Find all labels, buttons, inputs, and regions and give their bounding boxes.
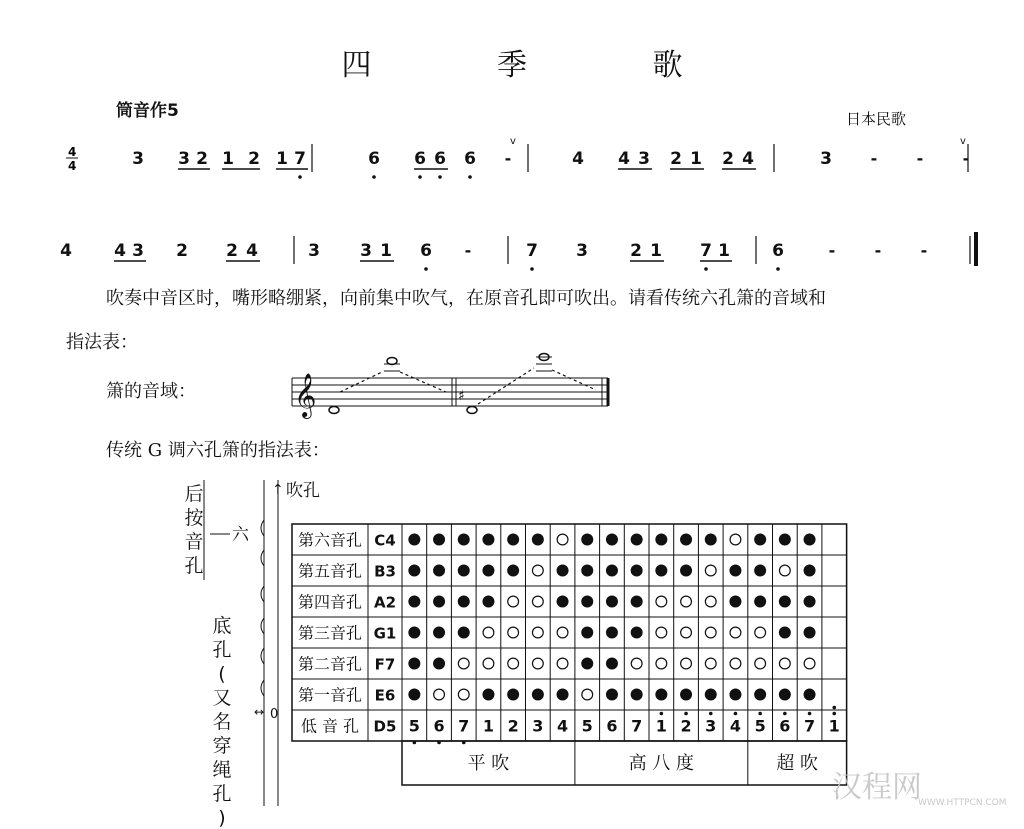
bottom-hole-label: ) — [218, 807, 226, 829]
chart-note: 3 — [705, 716, 717, 736]
chart-note: 1 — [655, 716, 667, 736]
hole-closed — [434, 596, 445, 607]
hole-open — [656, 596, 667, 607]
octave-dot — [298, 175, 302, 179]
hole-closed — [582, 658, 593, 669]
chart-octave-dot — [660, 712, 664, 716]
note: 3 — [820, 149, 832, 169]
note: 2 — [196, 149, 208, 169]
hole-closed — [532, 689, 543, 700]
hole-open — [681, 658, 692, 669]
chart-note: 6 — [433, 716, 445, 736]
chart-octave-dot — [783, 712, 787, 716]
note: 4 — [742, 149, 754, 169]
hole-closed — [607, 596, 618, 607]
hole-closed — [681, 534, 692, 545]
hole-closed — [458, 534, 469, 545]
time-signature-top: 4 — [68, 145, 77, 159]
note: 1 — [690, 149, 702, 169]
hole-closed — [656, 534, 667, 545]
hole-closed — [434, 534, 445, 545]
hole-closed — [631, 627, 642, 638]
hole-open — [508, 658, 519, 669]
hold-dash: - — [962, 149, 970, 168]
chart-octave-dot — [832, 706, 836, 710]
note: 2 — [670, 149, 682, 169]
hole-open — [755, 658, 766, 669]
hole-closed — [804, 565, 815, 576]
hole-closed — [779, 596, 790, 607]
hole-closed — [755, 596, 766, 607]
hole-closed — [607, 627, 618, 638]
note: 6 — [434, 149, 446, 169]
chart-note: 5 — [754, 716, 766, 736]
chart-note: 7 — [458, 716, 470, 736]
low-hole-label: 低 音 孔 — [300, 716, 360, 736]
hole-closed — [705, 534, 716, 545]
hole-closed — [508, 689, 519, 700]
hole-open — [532, 627, 543, 638]
time-signature-bottom: 4 — [68, 159, 77, 173]
note: 3 — [360, 241, 372, 261]
hole-closed — [681, 565, 692, 576]
note: 4 — [60, 241, 72, 261]
hold-dash: - — [464, 241, 472, 260]
range-label: 箫的音域： — [106, 381, 196, 402]
chart-note: 3 — [532, 716, 544, 736]
note: 3 — [576, 241, 588, 261]
chart-note: 2 — [680, 716, 692, 736]
svg-text:♯: ♯ — [458, 388, 465, 404]
fingering-chart-label: 传统 G 调六孔箫的指法表： — [106, 440, 330, 461]
hole-open — [730, 627, 741, 638]
note: 3 — [132, 149, 144, 169]
hole-closed — [409, 596, 420, 607]
chart-octave-dot — [709, 712, 713, 716]
chart-octave-dot — [734, 712, 738, 716]
hole-closed — [483, 565, 494, 576]
hole-open — [508, 627, 519, 638]
bottom-hole-number: 0 — [270, 707, 279, 722]
origin-note: 日本民歌 — [846, 110, 907, 128]
hole-open — [631, 658, 642, 669]
note: 3 — [132, 241, 144, 261]
bottom-hole-label: 底 — [212, 615, 232, 637]
intro-paragraph-line-2: 指法表： — [66, 332, 138, 353]
note: 4 — [114, 241, 126, 261]
hole-closed — [730, 596, 741, 607]
hole-closed — [483, 534, 494, 545]
note: 1 — [718, 241, 730, 261]
chart-note: 4 — [729, 716, 742, 736]
note: 2 — [248, 149, 260, 169]
hole-closed — [755, 565, 766, 576]
breath-mark: v — [510, 136, 516, 147]
hole-closed — [804, 596, 815, 607]
octave-dot — [418, 175, 422, 179]
bottom-hole-label: 孔 — [212, 783, 232, 805]
note: 7 — [294, 149, 306, 169]
hole-open — [779, 565, 790, 576]
hole-closed — [409, 627, 420, 638]
note: 4 — [572, 149, 584, 169]
note: 2 — [176, 241, 188, 261]
hole-open — [532, 658, 543, 669]
hole-closed — [656, 565, 667, 576]
bottom-hole-label: 名 — [212, 711, 232, 733]
hole-closed — [607, 565, 618, 576]
octave-dot — [704, 267, 708, 271]
hole-open — [508, 596, 519, 607]
hole-open — [681, 596, 692, 607]
hole-open — [458, 689, 469, 700]
note: 1 — [222, 149, 234, 169]
note: 4 — [246, 241, 258, 261]
hole-closed — [681, 689, 692, 700]
hole-closed — [508, 534, 519, 545]
octave-dot — [424, 267, 428, 271]
hole-closed — [755, 534, 766, 545]
hole-closed — [458, 565, 469, 576]
back-hole-label: 孔 — [184, 555, 204, 577]
bottom-hole-label: 又 — [212, 687, 232, 709]
hole-open — [705, 658, 716, 669]
chart-octave-dot — [832, 712, 836, 716]
blow-hole-arrow: ↑ — [272, 482, 284, 498]
hole-open — [779, 658, 790, 669]
note: 6 — [772, 241, 784, 261]
notation-row-1 — [62, 126, 980, 186]
hole-closed — [409, 689, 420, 700]
chart-note: 7 — [803, 716, 816, 736]
octave-dot — [372, 175, 376, 179]
hold-dash: - — [504, 149, 512, 168]
hole-closed — [483, 596, 494, 607]
hole-code: C4 — [374, 531, 396, 550]
bottom-hole-label: 穿 — [212, 735, 232, 757]
watermark: 汉程网 — [832, 770, 922, 805]
hole-open — [804, 658, 815, 669]
back-hole-label: 音 — [184, 531, 204, 553]
hole-open — [483, 658, 494, 669]
hole-closed — [483, 689, 494, 700]
hole-closed — [755, 689, 766, 700]
low-hole-code: D5 — [373, 717, 397, 736]
hole-closed — [434, 627, 445, 638]
chart-note: 5 — [408, 716, 420, 736]
hole-closed — [557, 689, 568, 700]
hole-open — [557, 627, 568, 638]
bottom-hole-label: 孔 — [212, 639, 232, 661]
hole-closed — [508, 565, 519, 576]
hole-open — [705, 627, 716, 638]
hole-closed — [557, 565, 568, 576]
note: 4 — [618, 149, 630, 169]
note: 3 — [638, 149, 650, 169]
hole-closed — [582, 565, 593, 576]
chart-note: 7 — [631, 716, 643, 736]
hole-closed — [607, 658, 618, 669]
back-hole-label: 按 — [184, 507, 204, 529]
hole-closed — [656, 689, 667, 700]
hole-closed — [582, 534, 593, 545]
song-title: 四 季 歌 — [341, 48, 741, 83]
hole-closed — [434, 565, 445, 576]
hole-open — [705, 596, 716, 607]
hole-closed — [631, 565, 642, 576]
hole-closed — [409, 658, 420, 669]
hold-dash: - — [920, 241, 928, 260]
blow-hole-label: 吹孔 — [286, 481, 320, 501]
octave-dot — [530, 267, 534, 271]
hole-open — [656, 658, 667, 669]
hole-closed — [458, 627, 469, 638]
bottom-hole-label: 绳 — [212, 759, 232, 781]
register-label: 高 八 度 — [628, 753, 695, 774]
hole-label: 第三音孔 — [297, 623, 363, 643]
note: 3 — [178, 149, 190, 169]
back-hole-number: 六 — [232, 525, 249, 545]
hole-open — [483, 627, 494, 638]
hole-closed — [779, 689, 790, 700]
intro-paragraph-line-1: 吹奏中音区时，嘴形略绷紧，向前集中吹气，在原音孔即可吹出。请看传统六孔箫的音域和 — [106, 288, 826, 309]
range-staff — [288, 352, 618, 422]
note: 2 — [226, 241, 238, 261]
chart-octave-dot — [684, 712, 688, 716]
chart-note: 6 — [779, 716, 791, 736]
chart-note: 1 — [828, 716, 840, 736]
final-barline-thick — [974, 232, 978, 266]
register-label: 平 吹 — [467, 753, 510, 774]
note: 1 — [380, 241, 392, 261]
note: 6 — [414, 149, 426, 169]
note: 2 — [722, 149, 734, 169]
hole-closed — [730, 565, 741, 576]
hole-label: 第六音孔 — [297, 530, 363, 550]
hole-label: 第四音孔 — [297, 592, 363, 612]
hole-closed — [607, 689, 618, 700]
hole-closed — [557, 596, 568, 607]
hole-closed — [582, 627, 593, 638]
hole-label: 第一音孔 — [297, 685, 363, 705]
hole-open — [705, 565, 716, 576]
register-label: 超 吹 — [776, 753, 819, 774]
bottom-hole-label: ( — [218, 663, 226, 685]
hole-closed — [631, 689, 642, 700]
octave-dot — [776, 267, 780, 271]
hole-open — [434, 689, 445, 700]
hole-open — [532, 565, 543, 576]
hole-closed — [582, 596, 593, 607]
hole-closed — [779, 534, 790, 545]
hole-open — [458, 658, 469, 669]
hole-closed — [705, 689, 716, 700]
hole-open — [730, 534, 741, 545]
svg-text:𝄞: 𝄞 — [294, 373, 317, 417]
chart-octave-dot — [758, 712, 762, 716]
note: 3 — [308, 241, 320, 261]
back-hole-label: 后 — [184, 483, 204, 505]
watermark-url: WWW.HTTPCN.COM — [918, 798, 1007, 808]
hole-closed — [409, 534, 420, 545]
hole-open — [681, 627, 692, 638]
hold-dash: - — [916, 149, 924, 168]
hole-closed — [409, 565, 420, 576]
note: 6 — [420, 241, 432, 261]
hold-dash: - — [870, 149, 878, 168]
chart-note: 5 — [581, 716, 593, 736]
notation-row-2 — [62, 218, 980, 278]
key-note: 筒音作5 — [116, 101, 179, 121]
hole-label: 第二音孔 — [297, 654, 363, 674]
note: 1 — [650, 241, 662, 261]
hole-label: 第五音孔 — [297, 561, 363, 581]
hole-code: F7 — [374, 655, 396, 674]
chart-octave-dot — [808, 712, 812, 716]
hole-open — [755, 627, 766, 638]
hole-code: B3 — [374, 562, 396, 581]
hole-code: A2 — [373, 593, 397, 612]
hole-closed — [779, 627, 790, 638]
note: 2 — [630, 241, 642, 261]
hole-closed — [804, 534, 815, 545]
hole-open — [582, 689, 593, 700]
octave-dot — [438, 175, 442, 179]
hole-open — [557, 534, 568, 545]
hole-closed — [631, 534, 642, 545]
hole-closed — [458, 596, 469, 607]
bottom-hole-arrow: ↔ — [254, 705, 265, 719]
hole-open — [656, 627, 667, 638]
hole-open — [557, 658, 568, 669]
note: 1 — [276, 149, 288, 169]
hole-closed — [730, 689, 741, 700]
note: 7 — [700, 241, 712, 261]
fingering-chart — [160, 470, 900, 829]
hold-dash: - — [828, 241, 836, 260]
hole-closed — [607, 534, 618, 545]
hole-closed — [631, 596, 642, 607]
hole-code: E6 — [374, 686, 396, 705]
note: 7 — [526, 241, 538, 261]
note: 6 — [368, 149, 380, 169]
hole-closed — [532, 534, 543, 545]
octave-dot — [468, 175, 472, 179]
note: 6 — [464, 149, 476, 169]
hole-closed — [434, 658, 445, 669]
hole-open — [730, 658, 741, 669]
chart-note: 6 — [606, 716, 618, 736]
chart-note: 2 — [507, 716, 519, 736]
hold-dash: - — [874, 241, 882, 260]
hole-open — [532, 596, 543, 607]
chart-note: 1 — [482, 716, 495, 736]
chart-note: 4 — [556, 716, 569, 736]
hole-closed — [804, 627, 815, 638]
breath-mark: v — [960, 136, 966, 147]
hole-closed — [804, 689, 815, 700]
hole-code: G1 — [373, 624, 397, 643]
